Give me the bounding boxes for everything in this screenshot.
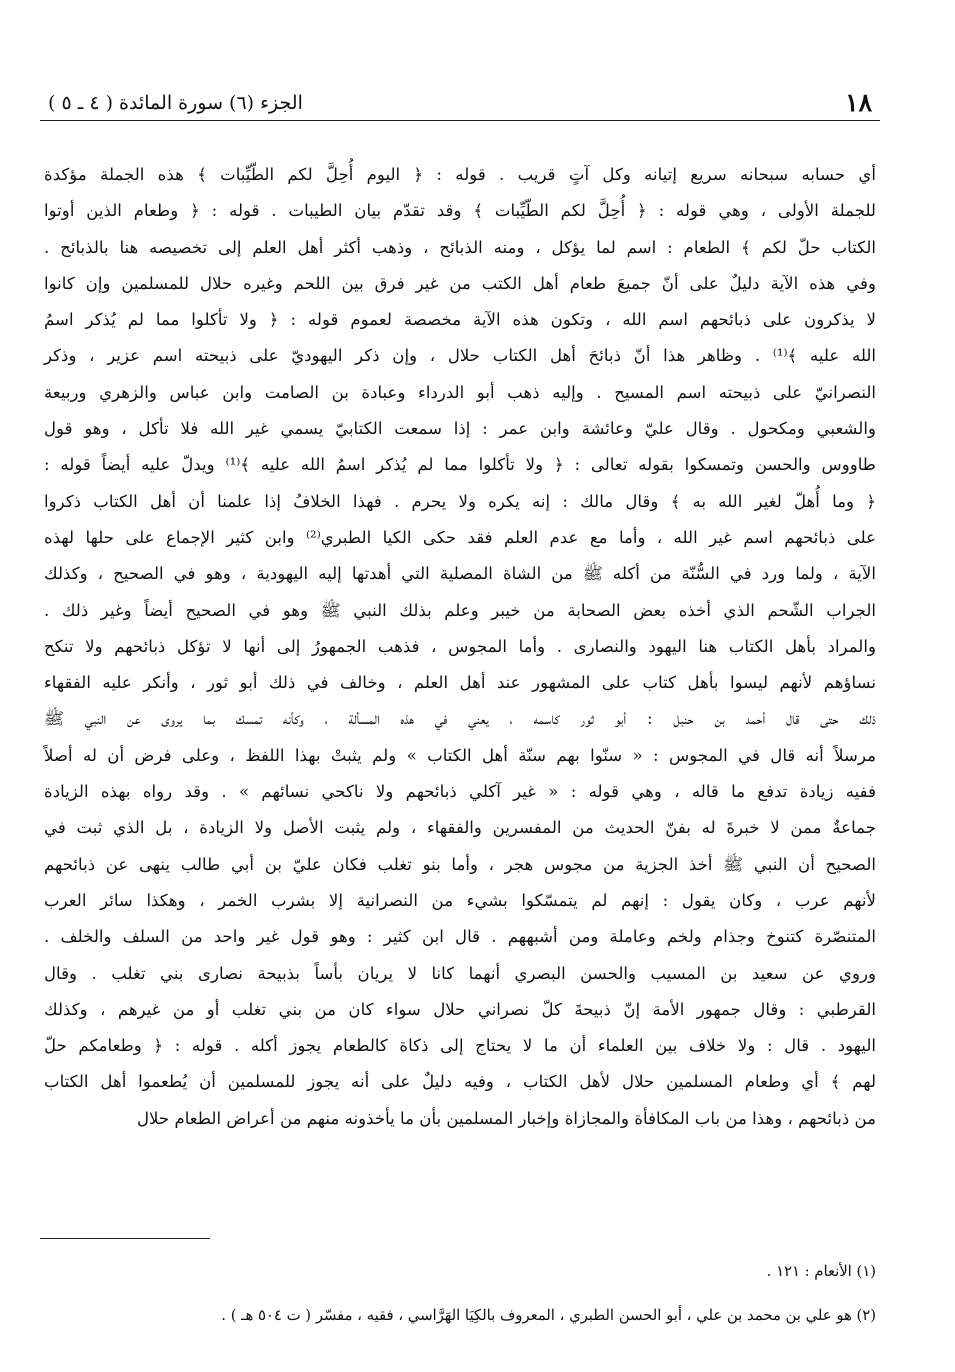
footnote-separator bbox=[40, 1238, 210, 1239]
text-line: ذلك حتى قال أحمد بن حنبل : أبو ثور كاسمه ، يعني في هذه المسألة ، وكأنه تمسك بما يروى عن النبي ﷺ bbox=[44, 709, 876, 729]
text-line: أي حسابه سبحانه سريع إتيانه وكل آتٍ قريب . قوله : ﴿ اليوم أُحِلَّ لكم الطّيِّبات ﴾ هذه الجملة مؤكدة bbox=[44, 165, 876, 184]
text-line: نساؤهم لأنهم ليسوا بأهل كتاب على المشهور عند أهل العلم ، وخالف في ذلك أبو ثور ، وأنكر عليه الفقهاء bbox=[44, 673, 876, 693]
text-line: الآية ، ولما ورد في السُّنّة من أكله ﷺ من الشاة المصلية التي أهدتها إليه اليهودية ، وهو في الصحيح ، وكذلك bbox=[44, 564, 876, 584]
text-line: النصرانيّ على ذبيحته اسم المسيح . وإليه ذهب أبو الدرداء وعبادة بن الصامت وابن عباس والزهري وربيعة bbox=[44, 382, 876, 402]
page-header bbox=[40, 80, 880, 121]
text-line: وفي هذه الآية دليلٌ على أنّ جميعَ طعام أهل الكتب من غير فرق بين اللحم وغيره حلال للمسلمين وإن كانوا bbox=[44, 273, 876, 293]
body-text bbox=[40, 157, 880, 1137]
text-line: طاووس والحسن وتمسكوا بقوله تعالى : ﴿ ولا تأكلوا مما لم يُذكر اسمُ الله عليه ﴾⁽¹⁾ ويدلّ عليه أيضاً قوله : bbox=[44, 455, 876, 475]
footnote: (١) الأنعام : ١٢١ . bbox=[766, 1263, 876, 1280]
text-line: ففيه زيادة تدفع ما قاله ، وهي قوله : « غير آكلي ذبائحهم ولا ناكحي نسائهم » . وقد رواه بهذه الزيادة bbox=[44, 782, 876, 802]
page-number: ١٨ bbox=[845, 88, 872, 117]
text-line: المتنصّرة كتنوخ وجذام ولخم وعاملة ومن أشبههم . قال ابن كثير : وهو قول غير واحد من السلف والخلف . bbox=[44, 927, 876, 947]
footnotes bbox=[40, 1250, 880, 1338]
text-line: لهم ﴾ أي وطعام المسلمين حلال لأهل الكتاب ، وفيه دليلٌ على أنه يجوز للمسلمين أن يُطعموا أهل الكتاب bbox=[44, 1072, 876, 1092]
text-line: والمراد بأهل الكتاب هنا اليهود والنصارى . وأما المجوس ، فذهب الجمهورُ إلى أنها لا تؤكل ذبائحهم ولا تنكح bbox=[44, 636, 876, 656]
text-line: للجملة الأولى ، وهي قوله : ﴿ أُحِلَّ لكم الطّيِّبات ﴾ وقد تقدّم بيان الطيبات . قوله : ﴿ وطعام الذين أوتوا bbox=[44, 201, 876, 221]
footnote: (٢) هو علي بن محمد بن علي ، أبو الحسن الطبري ، المعروف بالكِيَا الهَرَّاسي ، فقيه ، مفسّر ( ت ٥٠٤ هـ ) . bbox=[221, 1307, 876, 1324]
text-line: لا يذكرون على ذبائحهم اسم الله ، وتكون هذه الآية مخصصة لعموم قوله : ﴿ ولا تأكلوا مما لم يُذكر اسمُ bbox=[44, 310, 876, 330]
text-line: اليهود . قال : ولا خلاف بين العلماء أن ما لا يحتاج إلى ذكاة كالطعام يجوز أكله . قوله : ﴿ وطعامكم حلّ bbox=[44, 1036, 876, 1056]
running-title: الجزء (٦) سورة المائدة ( ٤ ـ ٥ ) bbox=[48, 92, 303, 114]
text-line: الكتاب حلّ لكم ﴾ الطعام : اسم لما يؤكل ، ومنه الذبائح ، وذهب أكثر أهل العلم إلى تخصيصه هنا بالذبائح . bbox=[44, 237, 876, 257]
text-line: القرطبي : وقال جمهور الأمة إنّ ذبيحةَ كلّ نصراني حلال سواء كان من بني تغلب أو من غيرهم ، وكذلك bbox=[44, 999, 876, 1019]
text-line: ﴿ وما أُهلّ لغير الله به ﴾ وقال مالك : إنه يكره ولا يحرم . فهذا الخلافُ إذا علمنا أن أهل الكتاب ذكروا bbox=[44, 491, 876, 511]
text-line: الجراب الشّحم الذي أخذه بعض الصحابة من خيبر وعلم بذلك النبي ﷺ وهو في الصحيح أيضاً وغير ذلك . bbox=[44, 600, 876, 620]
text-line: من ذبائحهم ، وهذا من باب المكافأة والمجازاة وإخبار المسلمين بأن ما يأخذونه منهم من أعراض الطعام حلال bbox=[136, 1108, 876, 1128]
text-line: جماعةٌ ممن لا خبرةَ له بفنّ الحديث من المفسرين والفقهاء ، ولم يثبت الأصل ولا الزيادة ، بل الذي ثبت في bbox=[44, 818, 876, 838]
text-line: الصحيح أن النبي ﷺ أخذ الجزية من مجوس هجر ، وأما بنو تغلب فكان عليّ بن أبي طالب ينهى عن ذبائحهم bbox=[44, 854, 876, 874]
text-line: الله عليه ﴾⁽¹⁾ . وظاهر هذا أنّ ذبائحَ أهل الكتاب حلال ، وإن ذكر اليهوديّ على ذبيحته اسم عزير ، وذكر bbox=[44, 346, 877, 366]
book-page bbox=[40, 80, 880, 1340]
text-line: لأنهم عرب ، وكان يقول : إنهم لم يتمسّكوا بشيء من النصرانية إلا بشرب الخمر ، وهكذا سائر العرب bbox=[44, 890, 876, 910]
text-line: وروي عن سعيد بن المسيب والحسن البصري أنهما كانا لا يريان بأساً بذبيحة نصارى بني تغلب . وقال bbox=[44, 963, 876, 983]
text-line: على ذبائحهم اسم غير الله ، وأما مع عدم العلم فقد حكى الكيا الطبري⁽²⁾ وابن كثير الإجماع على حلها لهذه bbox=[44, 527, 876, 547]
text-line: مرسلاً أنه قال في المجوس : « سنّوا بهم سنّة أهل الكتاب » ولم يثبتْ بهذا اللفظ ، وعلى فرض أن له أصلاً bbox=[44, 745, 876, 765]
text-line: والشعبي ومكحول . وقال عليّ وعائشة وابن عمر : إذا سمعت الكتابيّ يسمي غير الله فلا تأكل ، وهو قول bbox=[44, 419, 876, 439]
